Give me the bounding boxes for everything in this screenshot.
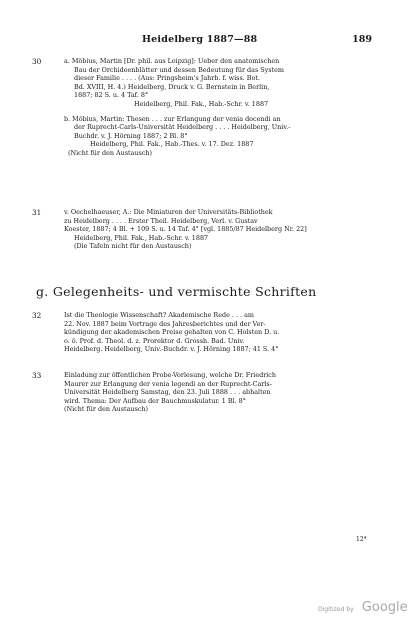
entry-line: b. Möbius, Martin: Thesen . . . zur Erlangung der venia docendi an	[64, 114, 281, 123]
entry-number: 32	[32, 311, 42, 320]
section-title: g. Gelegenheits- und vermischte Schriften	[36, 284, 317, 299]
entry-line: dieser Familie . . . . (Aus: Pringsheim's Jahrb. f. wiss. Bot.	[74, 74, 260, 83]
entry-body	[64, 311, 372, 354]
entry-line: (Die Tafeln nicht für den Austausch)	[74, 242, 192, 251]
entry-line: wird. Thema: Der Aufbau der Bauchmuskulatur. 1 Bl. 8°	[64, 396, 246, 405]
digitized-by-google-watermark	[318, 596, 408, 615]
entry-line: 22. Nov. 1887 beim Vortrage des Jahresberichtes und der Ver-	[64, 319, 266, 328]
entry-part	[64, 57, 372, 109]
entry-part	[64, 311, 372, 354]
signature-mark: 12*	[356, 536, 367, 543]
entry-body	[64, 208, 372, 251]
entry-line: Heidelberg, Phil. Fak., Hab.-Schr. v. 1887	[74, 233, 209, 242]
entry-line: zu Heidelberg . . . . Erster Theil. Heidelberg, Verl. v. Gustav	[64, 216, 258, 225]
entry-part	[64, 115, 372, 158]
page-number: 189	[352, 34, 372, 45]
entry-line: Heidelberg. Heidelberg, Univ.-Buchdr. v. J. Hörning 1887; 41 S. 4°	[64, 345, 279, 354]
entry-line: Bd. XVIII, H. 4.) Heidelberg, Druck v. G. Bernstein in Berlin,	[74, 82, 270, 91]
entry-part	[64, 208, 372, 251]
entry-number: 31	[32, 208, 42, 217]
entry-line: Heidelberg, Phil. Fak., Hab.-Thes. v. 17. Dez. 1887	[90, 140, 254, 149]
entry-line: v. Oechelhaeuser, A.: Die Miniaturen der Universitäts-Bibliothek	[64, 208, 273, 216]
entry-number: 30	[32, 57, 42, 66]
page-header	[142, 34, 372, 48]
entry-number: 33	[32, 371, 42, 380]
digitized-by-label: Digitized by	[318, 606, 354, 613]
entry-body	[64, 57, 372, 158]
entry-line: Einladung zur öffentlichen Probe-Vorlesung, welche Dr. Friedrich	[64, 371, 276, 379]
entry-line: 1887; 82 S. u. 4 Taf. 8°	[74, 91, 149, 100]
entry-line: Bau der Orchideenblätter und dessen Bedeutung für das System	[74, 65, 284, 74]
entry-line: (Nicht für den Austausch)	[68, 148, 152, 157]
entry-line: der Ruprecht-Carls-Universität Heidelberg . . . . Heidelberg, Univ.-	[74, 123, 291, 132]
entry-line: kündigung der akademischen Preise gehalten von C. Holsten D. u.	[64, 328, 280, 337]
entry-line: Maurer zur Erlangung der venia legendi an der Ruprecht-Carls-	[64, 379, 272, 388]
entry-line: a. Möbius, Martin [Dr. phil. aus Leipzig]: Ueber den anatomischen	[64, 57, 280, 65]
google-logo: Google	[361, 600, 408, 615]
entry-line: (Nicht für den Austausch)	[64, 405, 148, 414]
entry-line: Heidelberg, Phil. Fak., Hab.-Schr. v. 1887	[134, 99, 269, 108]
entry-line: o. ö. Prof. d. Theol. d. z. Prorektor d. Grossh. Bad. Univ.	[64, 336, 245, 345]
entry-line: Koester, 1887; 4 Bl. + 109 S. u. 14 Taf. 4° [vgl. 1885/87 Heidelberg Nr. 22]	[64, 225, 307, 234]
entry-line: Buchdr. v. J. Hörning 1887; 2 Bl. 8°	[74, 131, 188, 140]
entry-body	[64, 371, 372, 414]
entry-line: Ist die Theologie Wissenschaft? Akademische Rede . . . am	[64, 311, 254, 319]
entry-part	[64, 371, 372, 414]
running-head: Heidelberg 1887—88	[142, 34, 258, 45]
entry-line: Universität Heidelberg Samstag, den 23. Juli 1888 . . . abhalten	[64, 388, 271, 397]
